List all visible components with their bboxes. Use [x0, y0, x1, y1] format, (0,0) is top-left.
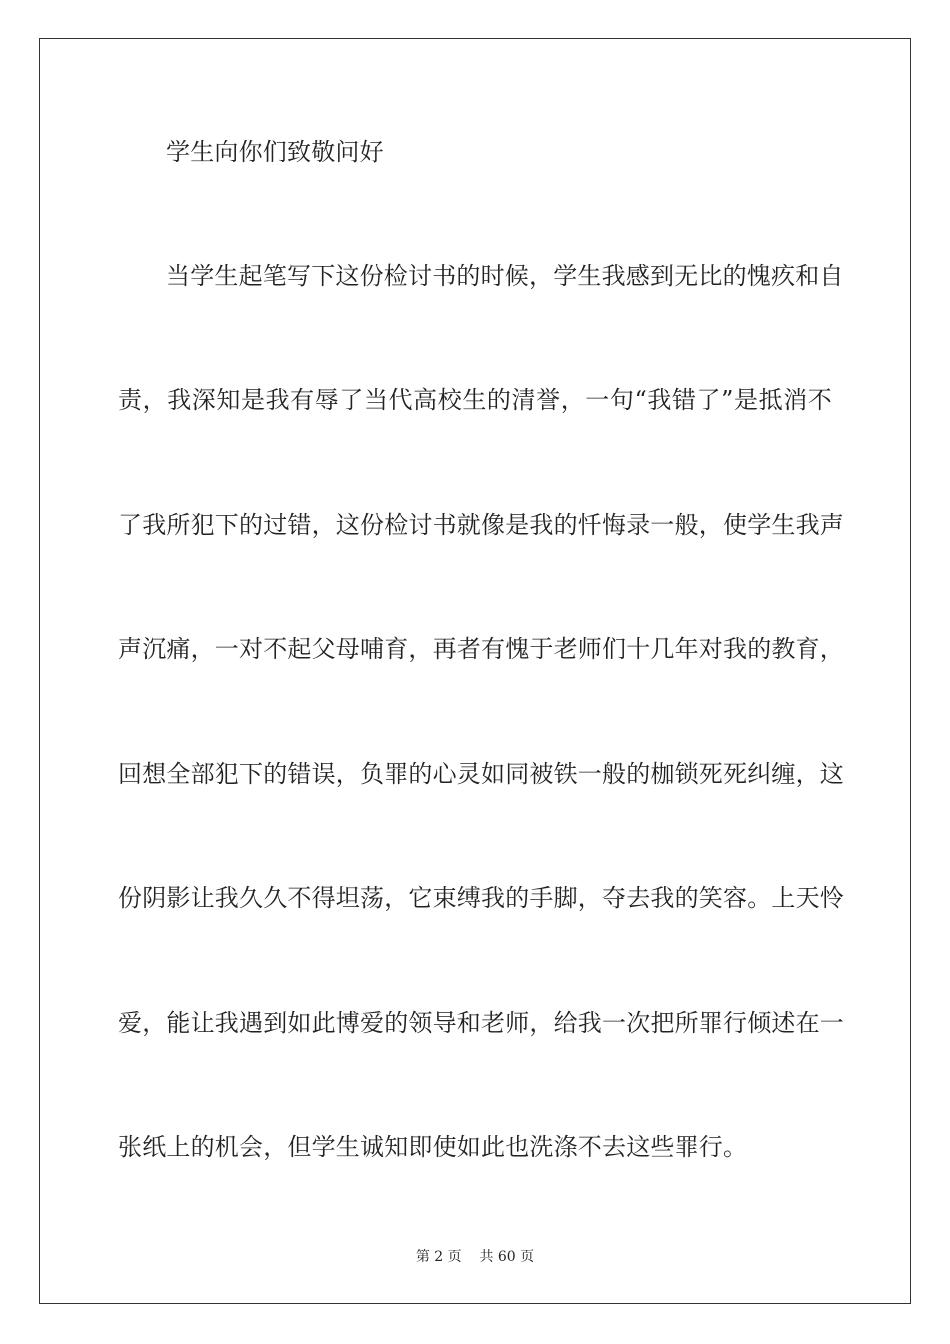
- page-number: 第 2 页: [415, 1249, 462, 1265]
- paragraph-line-2: 责，我深知是我有辱了当代高校生的清誉，一句“我错了”是抵消不: [118, 386, 832, 414]
- greeting-line: 学生向你们致敬问好: [166, 138, 384, 166]
- page-footer: [0, 1248, 950, 1266]
- paragraph-line-3: 了我所犯下的过错，这份检讨书就像是我的忏悔录一般，使学生我声: [118, 511, 844, 539]
- paragraph-line-8: 张纸上的机会，但学生诚知即使如此也洗涤不去这些罪行。: [118, 1133, 748, 1161]
- paragraph-line-5: 回想全部犯下的错误，负罪的心灵如同被铁一般的枷锁死死纠缠，这: [118, 760, 844, 788]
- page-total: 共 60 页: [479, 1249, 535, 1265]
- paragraph-line-4: 声沉痛，一对不起父母哺育，再者有愧于老师们十几年对我的教育，: [118, 635, 844, 663]
- paragraph-line-1: 当学生起笔写下这份检讨书的时候，学生我感到无比的愧疚和自: [166, 262, 844, 290]
- page-border: [39, 38, 911, 1304]
- paragraph-line-7: 爱，能让我遇到如此博爱的领导和老师，给我一次把所罪行倾述在一: [118, 1009, 844, 1037]
- paragraph-line-6: 份阴影让我久久不得坦荡，它束缚我的手脚，夺去我的笑容。上天怜: [118, 884, 844, 912]
